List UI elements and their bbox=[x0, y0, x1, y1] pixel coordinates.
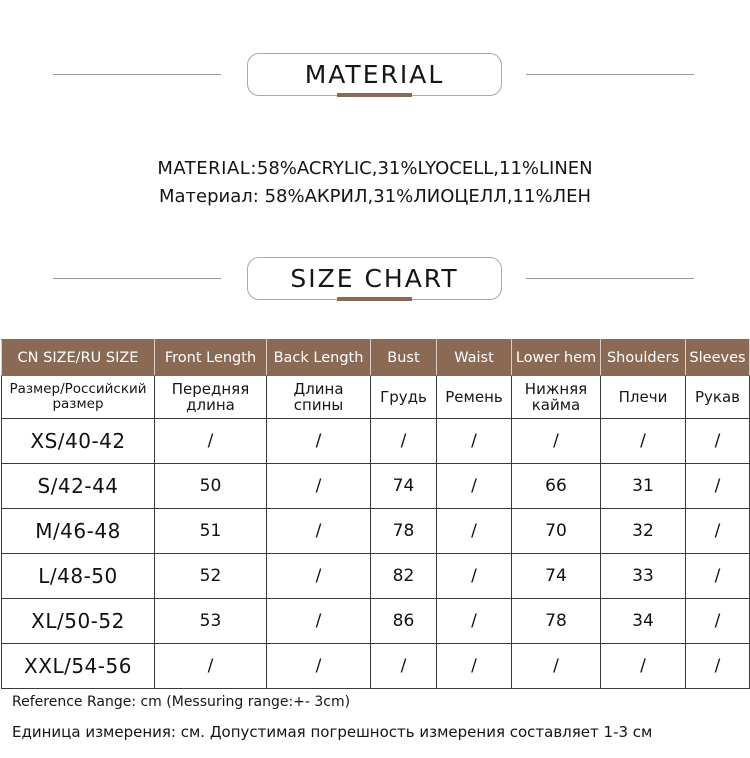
material-heading-text: MATERIAL bbox=[304, 60, 445, 89]
table-cell: / bbox=[437, 644, 512, 689]
header-cell: Waist bbox=[437, 340, 512, 376]
header-cell: Bust bbox=[371, 340, 437, 376]
material-line-en bbox=[0, 158, 750, 179]
table-cell: 51 bbox=[155, 509, 267, 554]
table-cell: / bbox=[437, 599, 512, 644]
ru-header-cell: Рукав bbox=[686, 376, 750, 419]
table-cell: / bbox=[267, 464, 371, 509]
table-cell: / bbox=[267, 419, 371, 464]
table-cell: / bbox=[267, 509, 371, 554]
table-cell: 74 bbox=[512, 554, 601, 599]
material-value-en: 58%ACRYLIC,31%LYOCELL,11%LINEN bbox=[256, 158, 593, 179]
table-cell: / bbox=[155, 419, 267, 464]
table-row bbox=[2, 419, 750, 464]
table-cell: / bbox=[512, 644, 601, 689]
header-cell: Shoulders bbox=[601, 340, 686, 376]
measurement-unit-note-ru: Единица измерения: см. Допустимая погрешность измерения составляет 1-3 см bbox=[12, 723, 653, 741]
table-cell: / bbox=[371, 419, 437, 464]
ru-header-cell: Размер/Российский размер bbox=[2, 376, 155, 419]
table-cell: 78 bbox=[512, 599, 601, 644]
table-row bbox=[2, 554, 750, 599]
ru-header-cell: Плечи bbox=[601, 376, 686, 419]
table-cell: / bbox=[512, 419, 601, 464]
material-line-ru bbox=[0, 186, 750, 207]
header-cell: Sleeves bbox=[686, 340, 750, 376]
table-cell: / bbox=[601, 419, 686, 464]
table-header-row bbox=[2, 340, 750, 376]
table-cell: / bbox=[155, 644, 267, 689]
table-cell: / bbox=[437, 509, 512, 554]
table-cell: / bbox=[437, 554, 512, 599]
material-heading bbox=[247, 53, 502, 96]
table-cell: 70 bbox=[512, 509, 601, 554]
size-chart-heading-underline bbox=[337, 297, 412, 301]
size-cell: L/48-50 bbox=[2, 554, 155, 599]
table-cell: 66 bbox=[512, 464, 601, 509]
divider-right bbox=[526, 278, 694, 279]
table-row bbox=[2, 599, 750, 644]
material-label-en: MATERIAL: bbox=[157, 158, 257, 179]
header-cell: Back Length bbox=[267, 340, 371, 376]
table-cell: 52 bbox=[155, 554, 267, 599]
header-cell: Lower hem bbox=[512, 340, 601, 376]
reference-range-note: Reference Range: cm (Messuring range:+- 3cm) bbox=[12, 694, 351, 710]
divider-left bbox=[53, 74, 221, 75]
table-cell: / bbox=[601, 644, 686, 689]
table-cell: 34 bbox=[601, 599, 686, 644]
header-cell: Front Length bbox=[155, 340, 267, 376]
size-chart-heading-text: SIZE CHART bbox=[290, 264, 459, 293]
table-cell: 31 bbox=[601, 464, 686, 509]
header-cell: CN SIZE/RU SIZE bbox=[2, 340, 155, 376]
ru-header-cell: Передняя длина bbox=[155, 376, 267, 419]
table-row bbox=[2, 644, 750, 689]
size-cell: S/42-44 bbox=[2, 464, 155, 509]
table-cell: / bbox=[267, 599, 371, 644]
ru-header-cell: Грудь bbox=[371, 376, 437, 419]
table-cell: / bbox=[686, 464, 750, 509]
table-cell: / bbox=[686, 554, 750, 599]
table-cell: / bbox=[686, 419, 750, 464]
ru-header-cell: Ремень bbox=[437, 376, 512, 419]
table-cell: 82 bbox=[371, 554, 437, 599]
size-cell: XXL/54-56 bbox=[2, 644, 155, 689]
table-row bbox=[2, 509, 750, 554]
table-cell: 74 bbox=[371, 464, 437, 509]
table-cell: 53 bbox=[155, 599, 267, 644]
divider-right bbox=[526, 74, 694, 75]
table-cell: / bbox=[686, 509, 750, 554]
table-cell: / bbox=[686, 644, 750, 689]
table-cell: 78 bbox=[371, 509, 437, 554]
table-cell: / bbox=[267, 554, 371, 599]
table-cell: / bbox=[371, 644, 437, 689]
size-chart-heading bbox=[247, 257, 502, 300]
table-cell: / bbox=[267, 644, 371, 689]
size-chart-table bbox=[1, 339, 750, 689]
table-cell: / bbox=[437, 464, 512, 509]
ru-header-cell: Длина спины bbox=[267, 376, 371, 419]
table-cell: 32 bbox=[601, 509, 686, 554]
size-cell: XL/50-52 bbox=[2, 599, 155, 644]
table-cell: 86 bbox=[371, 599, 437, 644]
table-cell: 50 bbox=[155, 464, 267, 509]
material-heading-underline bbox=[337, 93, 412, 97]
table-cell: / bbox=[686, 599, 750, 644]
table-row bbox=[2, 464, 750, 509]
table-cell: / bbox=[437, 419, 512, 464]
ru-header-cell: Нижняя кайма bbox=[512, 376, 601, 419]
material-value-ru: 58%АКРИЛ,31%ЛИОЦЕЛЛ,11%ЛЕН bbox=[264, 186, 592, 207]
divider-left bbox=[53, 278, 221, 279]
material-label-ru: Материал: bbox=[158, 186, 259, 207]
size-cell: M/46-48 bbox=[2, 509, 155, 554]
table-cell: 33 bbox=[601, 554, 686, 599]
size-cell: XS/40-42 bbox=[2, 419, 155, 464]
table-ru-header-row bbox=[2, 376, 750, 419]
